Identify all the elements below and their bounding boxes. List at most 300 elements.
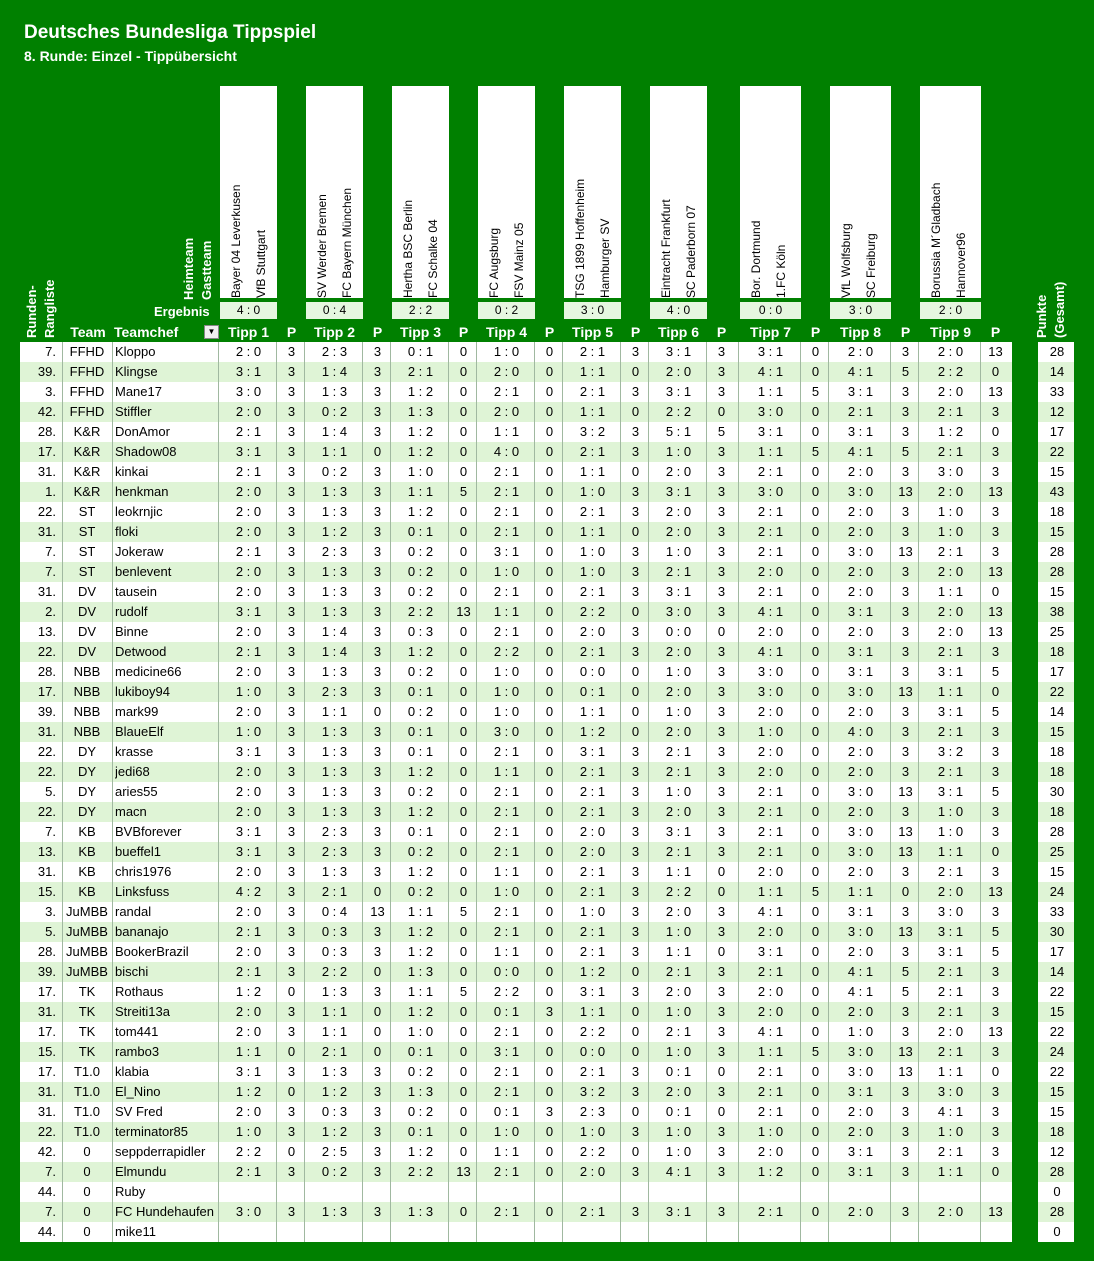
tipp-cell[interactable]: 3 : 1	[757, 424, 784, 439]
tipp-cell[interactable]: 1 : 1	[937, 1064, 964, 1079]
tipp-cell[interactable]: 3 : 1	[665, 484, 692, 499]
points-cell[interactable]: 3	[717, 844, 726, 859]
tipp-cell[interactable]: 2 : 1	[493, 824, 520, 839]
tipp-cell[interactable]: 2 : 0	[757, 1144, 784, 1159]
tipp-cell[interactable]: 2 : 2	[493, 984, 520, 999]
points-cell[interactable]: 3	[287, 484, 296, 499]
team-cell[interactable]: TK	[78, 1004, 96, 1019]
tipp-cell[interactable]: 2 : 1	[493, 844, 520, 859]
team-cell[interactable]: ST	[78, 544, 96, 559]
points-cell[interactable]: 3	[287, 404, 296, 419]
tipp-cell[interactable]: 2 : 0	[847, 744, 874, 759]
tipp-cell[interactable]: 3 : 1	[235, 604, 262, 619]
tipp-cell[interactable]: 2 : 1	[493, 524, 520, 539]
teamchef-cell[interactable]: El_Nino	[115, 1084, 161, 1099]
tipp-cell[interactable]: 0 : 2	[407, 884, 434, 899]
points-cell[interactable]: 0	[459, 884, 468, 899]
tipp-cell[interactable]: 2 : 0	[757, 564, 784, 579]
tipp-cell[interactable]: 0 : 2	[407, 784, 434, 799]
points-cell[interactable]: 0	[545, 944, 554, 959]
points-cell[interactable]: 0	[373, 964, 382, 979]
points-cell[interactable]: 0	[459, 384, 468, 399]
points-cell[interactable]: 0	[631, 464, 640, 479]
tipp-cell[interactable]: 2 : 0	[665, 684, 692, 699]
tipp-cell[interactable]: 2 : 0	[235, 484, 262, 499]
points-cell[interactable]: 13	[898, 1044, 913, 1059]
tipp-cell[interactable]: 3 : 0	[847, 784, 874, 799]
total-points-cell[interactable]: 22	[1049, 1024, 1065, 1039]
points-cell[interactable]: 3	[717, 1204, 726, 1219]
tipp-cell[interactable]: 2 : 1	[757, 824, 784, 839]
points-cell[interactable]: 3	[631, 784, 640, 799]
tipp-cell[interactable]: 2 : 0	[847, 864, 874, 879]
points-cell[interactable]	[277, 1182, 306, 1202]
tipp-cell[interactable]: 1 : 2	[407, 644, 434, 659]
total-points-cell[interactable]: 15	[1049, 524, 1065, 539]
points-cell[interactable]: 3	[991, 404, 1000, 419]
total-points-cell[interactable]: 18	[1049, 644, 1065, 659]
rank-cell[interactable]: 42.	[37, 404, 56, 419]
tipp-cell[interactable]: 1 : 0	[407, 1024, 434, 1039]
points-cell[interactable]: 3	[631, 484, 640, 499]
points-cell[interactable]: 13	[898, 684, 913, 699]
points-cell[interactable]: 0	[459, 544, 468, 559]
teamchef-cell[interactable]: Kloppo	[115, 344, 156, 359]
tipp-cell[interactable]: 2 : 0	[665, 984, 692, 999]
tipp-cell[interactable]: 0 : 1	[407, 344, 434, 359]
rank-cell[interactable]: 22.	[37, 804, 56, 819]
tipp-cell[interactable]: 2 : 1	[937, 864, 964, 879]
points-cell[interactable]: 3	[901, 1024, 910, 1039]
tipp-cell[interactable]: 2 : 1	[579, 504, 606, 519]
tipp-cell[interactable]: 2 : 1	[937, 724, 964, 739]
team-cell[interactable]: 0	[83, 1184, 91, 1199]
total-points-cell[interactable]: 43	[1049, 484, 1065, 499]
points-cell[interactable]: 3	[373, 524, 382, 539]
tipp-cell[interactable]: 1 : 1	[937, 684, 964, 699]
points-cell[interactable]: 3	[901, 584, 910, 599]
points-cell[interactable]: 0	[545, 1204, 554, 1219]
total-points-cell[interactable]: 12	[1049, 404, 1065, 419]
points-cell[interactable]: 0	[811, 1084, 820, 1099]
tipp-cell[interactable]: 2 : 1	[937, 444, 964, 459]
teamchef-cell[interactable]: Rothaus	[115, 984, 164, 999]
tipp-cell[interactable]: 3 : 1	[847, 644, 874, 659]
tipp-cell[interactable]: 2 : 1	[579, 924, 606, 939]
tipp-cell[interactable]: 1 : 4	[321, 624, 348, 639]
tipp-cell[interactable]: 1 : 0	[757, 724, 784, 739]
points-cell[interactable]: 0	[811, 744, 820, 759]
tipp-cell[interactable]: 2 : 1	[493, 584, 520, 599]
points-cell[interactable]: 0	[717, 624, 726, 639]
points-cell[interactable]: 3	[717, 604, 726, 619]
points-cell[interactable]: 0	[991, 584, 1000, 599]
points-cell[interactable]: 3	[717, 1004, 726, 1019]
points-cell[interactable]: 3	[373, 1124, 382, 1139]
points-cell[interactable]: 0	[811, 824, 820, 839]
points-cell[interactable]: 0	[545, 424, 554, 439]
points-cell[interactable]	[277, 1222, 306, 1242]
points-cell[interactable]: 3	[901, 384, 910, 399]
tipp-cell[interactable]: 2 : 1	[937, 1004, 964, 1019]
points-cell[interactable]: 0	[631, 1144, 640, 1159]
tipp-cell[interactable]: 0 : 1	[407, 824, 434, 839]
tipp-cell[interactable]: 2 : 0	[847, 584, 874, 599]
tipp-cell[interactable]: 1 : 1	[493, 604, 520, 619]
tipp-cell[interactable]: 2 : 0	[493, 364, 520, 379]
tipp-cell[interactable]	[392, 1222, 449, 1242]
tipp-cell[interactable]: 1 : 3	[321, 604, 348, 619]
tipp-cell[interactable]: 2 : 1	[665, 744, 692, 759]
rank-cell[interactable]: 5.	[45, 924, 56, 939]
team-cell[interactable]: KB	[78, 864, 96, 879]
points-cell[interactable]: 3	[991, 1104, 1000, 1119]
points-cell[interactable]: 0	[459, 724, 468, 739]
tipp-cell[interactable]: 3 : 1	[937, 704, 964, 719]
tipp-cell[interactable]: 1 : 2	[321, 524, 348, 539]
tipp-cell[interactable]: 0 : 2	[407, 1064, 434, 1079]
teamchef-cell[interactable]: BookerBrazil	[115, 944, 189, 959]
points-cell[interactable]: 13	[988, 384, 1003, 399]
points-cell[interactable]: 0	[811, 624, 820, 639]
rank-cell[interactable]: 3.	[45, 384, 56, 399]
tipp-cell[interactable]: 1 : 0	[493, 704, 520, 719]
tipp-cell[interactable]: 3 : 1	[235, 444, 262, 459]
total-points-cell[interactable]: 14	[1049, 364, 1065, 379]
points-cell[interactable]	[891, 1222, 920, 1242]
tipp-cell[interactable]: 1 : 1	[407, 904, 434, 919]
team-cell[interactable]: DV	[77, 644, 97, 659]
points-cell[interactable]: 0	[287, 1044, 296, 1059]
points-cell[interactable]: 3	[631, 1204, 640, 1219]
points-cell[interactable]: 5	[991, 784, 1000, 799]
points-cell[interactable]: 3	[373, 1104, 382, 1119]
points-cell[interactable]: 0	[811, 1064, 820, 1079]
tipp-cell[interactable]: 2 : 1	[493, 904, 520, 919]
tipp-cell[interactable]: 1 : 1	[579, 704, 606, 719]
points-cell[interactable]: 0	[811, 544, 820, 559]
tipp-cell[interactable]: 1 : 1	[665, 864, 692, 879]
tipp-cell[interactable]: 2 : 0	[235, 1004, 262, 1019]
total-points-cell[interactable]: 18	[1049, 504, 1065, 519]
points-cell[interactable]: 0	[631, 524, 640, 539]
teamchef-cell[interactable]: DonAmor	[115, 424, 170, 439]
points-cell[interactable]: 3	[631, 504, 640, 519]
teamchef-cell[interactable]: mark99	[115, 704, 159, 719]
tipp-cell[interactable]: 3 : 0	[847, 684, 874, 699]
teamchef-cell[interactable]: Stiffler	[115, 404, 152, 419]
points-cell[interactable]: 13	[988, 484, 1003, 499]
points-cell[interactable]: 0	[811, 764, 820, 779]
tipp-cell[interactable]: 1 : 0	[407, 464, 434, 479]
team-cell[interactable]: 0	[83, 1204, 91, 1219]
tipp-cell[interactable]: 3 : 1	[235, 364, 262, 379]
teamchef-cell[interactable]: henkman	[115, 484, 169, 499]
points-cell[interactable]: 0	[459, 364, 468, 379]
points-cell[interactable]: 3	[991, 904, 1000, 919]
tipp-cell[interactable]: 2 : 0	[937, 1204, 964, 1219]
total-points-cell[interactable]: 17	[1049, 664, 1065, 679]
tipp-cell[interactable]: 2 : 1	[493, 384, 520, 399]
points-cell[interactable]: 3	[717, 1044, 726, 1059]
tipp-cell[interactable]: 2 : 0	[847, 524, 874, 539]
tipp-cell[interactable]	[920, 1222, 981, 1242]
points-cell[interactable]: 3	[901, 644, 910, 659]
points-cell[interactable]: 0	[717, 1064, 726, 1079]
points-cell[interactable]: 3	[287, 664, 296, 679]
points-cell[interactable]: 3	[373, 784, 382, 799]
points-cell[interactable]: 13	[988, 564, 1003, 579]
points-cell[interactable]: 3	[717, 384, 726, 399]
tipp-cell[interactable]: 2 : 0	[757, 924, 784, 939]
tipp-cell[interactable]: 1 : 1	[579, 464, 606, 479]
points-cell[interactable]: 3	[901, 1004, 910, 1019]
points-cell[interactable]: 3	[991, 524, 1000, 539]
points-cell[interactable]: 0	[545, 864, 554, 879]
points-cell[interactable]: 0	[545, 724, 554, 739]
tipp-cell[interactable]: 2 : 0	[937, 344, 964, 359]
points-cell[interactable]: 3	[287, 624, 296, 639]
points-cell[interactable]: 3	[373, 824, 382, 839]
points-cell[interactable]: 0	[811, 664, 820, 679]
points-cell[interactable]: 3	[991, 1084, 1000, 1099]
tipp-cell[interactable]: 2 : 0	[847, 504, 874, 519]
teamchef-cell[interactable]: BVBforever	[115, 824, 182, 839]
tipp-cell[interactable]: 0 : 1	[407, 744, 434, 759]
points-cell[interactable]: 5	[901, 964, 910, 979]
points-cell[interactable]: 3	[373, 484, 382, 499]
tipp-cell[interactable]	[306, 1182, 363, 1202]
tipp-cell[interactable]: 1 : 0	[937, 1124, 964, 1139]
tipp-cell[interactable]: 2 : 0	[757, 764, 784, 779]
teamchef-cell[interactable]: terminator85	[115, 1124, 188, 1139]
tipp-cell[interactable]	[830, 1222, 891, 1242]
tipp-cell[interactable]: 3 : 0	[937, 1084, 964, 1099]
team-cell[interactable]: KB	[78, 844, 96, 859]
tipp-cell[interactable]: 2 : 1	[579, 764, 606, 779]
points-cell[interactable]: 13	[988, 1204, 1003, 1219]
tipp-cell[interactable]: 1 : 3	[321, 804, 348, 819]
points-cell[interactable]: 3	[373, 384, 382, 399]
tipp-cell[interactable]: 1 : 3	[321, 664, 348, 679]
points-cell[interactable]: 0	[545, 824, 554, 839]
tipp-cell[interactable]: 1 : 1	[407, 484, 434, 499]
points-cell[interactable]: 3	[287, 544, 296, 559]
total-points-cell[interactable]: 33	[1049, 384, 1065, 399]
rank-cell[interactable]: 17.	[37, 984, 56, 999]
tipp-cell[interactable]: 3 : 1	[847, 384, 874, 399]
tipp-cell[interactable]: 2 : 0	[493, 404, 520, 419]
tipp-cell[interactable]: 1 : 2	[321, 1084, 348, 1099]
tipp-cell[interactable]: 1 : 0	[493, 664, 520, 679]
points-cell[interactable]: 0	[545, 884, 554, 899]
rank-cell[interactable]: 15.	[37, 884, 56, 899]
points-cell[interactable]: 3	[901, 604, 910, 619]
teamchef-cell[interactable]: tom441	[115, 1024, 159, 1039]
tipp-cell[interactable]: 4 : 2	[235, 884, 262, 899]
tipp-cell[interactable]: 0 : 1	[407, 1044, 434, 1059]
points-cell[interactable]: 3	[901, 904, 910, 919]
total-points-cell[interactable]: 17	[1049, 944, 1065, 959]
tipp-cell[interactable]: 2 : 0	[235, 584, 262, 599]
tipp-cell[interactable]: 1 : 1	[757, 884, 784, 899]
points-cell[interactable]: 0	[811, 1204, 820, 1219]
tipp-cell[interactable]: 2 : 1	[757, 504, 784, 519]
points-cell[interactable]: 0	[459, 864, 468, 879]
tipp-cell[interactable]: 2 : 0	[847, 804, 874, 819]
tipp-cell[interactable]: 0 : 0	[579, 1044, 606, 1059]
tipp-cell[interactable]: 3 : 1	[665, 344, 692, 359]
points-cell[interactable]: 0	[811, 784, 820, 799]
team-cell[interactable]: ST	[78, 504, 96, 519]
tipp-cell[interactable]: 2 : 0	[847, 1104, 874, 1119]
points-cell[interactable]: 3	[717, 504, 726, 519]
tipp-cell[interactable]: 2 : 0	[757, 984, 784, 999]
rank-cell[interactable]: 17.	[37, 684, 56, 699]
total-points-cell[interactable]: 15	[1049, 584, 1065, 599]
tipp-cell[interactable]: 1 : 1	[493, 764, 520, 779]
tipp-cell[interactable]: 1 : 3	[407, 1084, 434, 1099]
tipp-cell[interactable]: 2 : 1	[579, 344, 606, 359]
tipp-cell[interactable]: 2 : 0	[665, 504, 692, 519]
points-cell[interactable]: 5	[811, 444, 820, 459]
points-cell[interactable]: 0	[545, 664, 554, 679]
points-cell[interactable]: 3	[901, 1144, 910, 1159]
tipp-cell[interactable]: 1 : 2	[407, 944, 434, 959]
points-cell[interactable]: 13	[456, 604, 471, 619]
tipp-cell[interactable]: 4 : 1	[847, 984, 874, 999]
points-cell[interactable]: 0	[991, 844, 1000, 859]
tipp-cell[interactable]: 2 : 1	[757, 784, 784, 799]
tipp-cell[interactable]: 1 : 2	[579, 964, 606, 979]
tipp-cell[interactable]: 2 : 3	[321, 344, 348, 359]
tipp-cell[interactable]: 3 : 1	[847, 604, 874, 619]
points-cell[interactable]: 5	[811, 384, 820, 399]
points-cell[interactable]: 5	[811, 1044, 820, 1059]
points-cell[interactable]	[535, 1182, 564, 1202]
tipp-cell[interactable]: 1 : 4	[321, 644, 348, 659]
tipp-cell[interactable]: 0 : 2	[321, 404, 348, 419]
team-cell[interactable]: NBB	[73, 724, 101, 739]
teamchef-cell[interactable]: medicine66	[115, 664, 182, 679]
tipp-cell[interactable]: 2 : 1	[937, 544, 964, 559]
points-cell[interactable]	[981, 1182, 1010, 1202]
points-cell[interactable]: 0	[811, 404, 820, 419]
points-cell[interactable]: 3	[991, 1004, 1000, 1019]
tipp-cell[interactable]: 1 : 4	[321, 364, 348, 379]
tipp-cell[interactable]: 3 : 2	[579, 424, 606, 439]
points-cell[interactable]: 3	[717, 644, 726, 659]
tipp-cell[interactable]: 2 : 0	[235, 564, 262, 579]
team-cell[interactable]: DY	[77, 804, 97, 819]
tipp-cell[interactable]: 1 : 0	[937, 504, 964, 519]
points-cell[interactable]: 3	[991, 444, 1000, 459]
total-points-cell[interactable]: 14	[1049, 964, 1065, 979]
tipp-cell[interactable]: 3 : 0	[847, 844, 874, 859]
total-points-cell[interactable]: 12	[1049, 1144, 1065, 1159]
points-cell[interactable]: 0	[545, 1084, 554, 1099]
points-cell[interactable]: 0	[717, 944, 726, 959]
tipp-cell[interactable]: 4 : 1	[847, 444, 874, 459]
team-cell[interactable]: K&R	[73, 484, 101, 499]
points-cell[interactable]: 3	[717, 564, 726, 579]
points-cell[interactable]: 3	[287, 1104, 296, 1119]
team-cell[interactable]: ST	[78, 564, 96, 579]
tipp-cell[interactable]: 1 : 0	[579, 544, 606, 559]
points-cell[interactable]: 3	[631, 744, 640, 759]
tipp-cell[interactable]: 1 : 2	[321, 1124, 348, 1139]
points-cell[interactable]	[621, 1182, 650, 1202]
points-cell[interactable]: 3	[373, 344, 382, 359]
tipp-cell[interactable]: 2 : 0	[579, 624, 606, 639]
tipp-cell[interactable]: 2 : 0	[937, 624, 964, 639]
points-cell[interactable]: 0	[459, 444, 468, 459]
points-cell[interactable]: 3	[717, 544, 726, 559]
team-cell[interactable]: KB	[78, 824, 96, 839]
points-cell[interactable]: 3	[631, 1164, 640, 1179]
points-cell[interactable]: 3	[991, 504, 1000, 519]
tipp-cell[interactable]: 2 : 1	[579, 944, 606, 959]
points-cell[interactable]: 0	[459, 964, 468, 979]
rank-cell[interactable]: 31.	[37, 464, 56, 479]
points-cell[interactable]: 3	[287, 364, 296, 379]
tipp-cell[interactable]: 2 : 2	[493, 644, 520, 659]
points-cell[interactable]: 3	[287, 384, 296, 399]
tipp-cell[interactable]: 1 : 1	[579, 364, 606, 379]
tipp-cell[interactable]: 2 : 0	[665, 904, 692, 919]
rank-cell[interactable]: 31.	[37, 724, 56, 739]
tipp-cell[interactable]: 1 : 3	[321, 744, 348, 759]
tipp-cell[interactable]: 1 : 1	[847, 884, 874, 899]
tipp-cell[interactable]: 2 : 5	[321, 1144, 348, 1159]
rank-cell[interactable]: 28.	[37, 944, 56, 959]
points-cell[interactable]: 0	[811, 1104, 820, 1119]
teamchef-cell[interactable]: rambo3	[115, 1044, 160, 1059]
tipp-cell[interactable]: 2 : 0	[847, 564, 874, 579]
teamchef-cell[interactable]: bischi	[115, 964, 149, 979]
points-cell[interactable]: 0	[545, 784, 554, 799]
tipp-cell[interactable]: 2 : 1	[493, 1204, 520, 1219]
points-cell[interactable]: 3	[287, 924, 296, 939]
points-cell[interactable]: 13	[988, 1024, 1003, 1039]
tipp-cell[interactable]: 1 : 0	[493, 564, 520, 579]
points-cell[interactable]: 0	[459, 804, 468, 819]
points-cell[interactable]: 0	[717, 1104, 726, 1119]
tipp-cell[interactable]: 2 : 1	[937, 404, 964, 419]
tipp-cell[interactable]: 0 : 1	[407, 724, 434, 739]
points-cell[interactable]: 3	[287, 744, 296, 759]
points-cell[interactable]: 3	[717, 444, 726, 459]
tipp-cell[interactable]: 3 : 1	[665, 384, 692, 399]
points-cell[interactable]: 0	[811, 364, 820, 379]
tipp-cell[interactable]: 2 : 1	[665, 764, 692, 779]
tipp-cell[interactable]: 1 : 2	[235, 1084, 262, 1099]
team-cell[interactable]: DY	[77, 784, 97, 799]
points-cell[interactable]: 0	[545, 644, 554, 659]
points-cell[interactable]: 0	[459, 404, 468, 419]
points-cell[interactable]: 0	[459, 824, 468, 839]
tipp-cell[interactable]: 2 : 1	[757, 804, 784, 819]
team-cell[interactable]: JuMBB	[66, 964, 108, 979]
points-cell[interactable]: 13	[988, 344, 1003, 359]
rank-cell[interactable]: 31.	[37, 1104, 56, 1119]
tipp-cell[interactable]: 1 : 0	[235, 684, 262, 699]
teamchef-cell[interactable]: chris1976	[115, 864, 172, 879]
tipp-cell[interactable]: 1 : 2	[407, 444, 434, 459]
tipp-cell[interactable]: 2 : 1	[579, 644, 606, 659]
points-cell[interactable]: 0	[631, 1024, 640, 1039]
points-cell[interactable]: 13	[370, 904, 385, 919]
